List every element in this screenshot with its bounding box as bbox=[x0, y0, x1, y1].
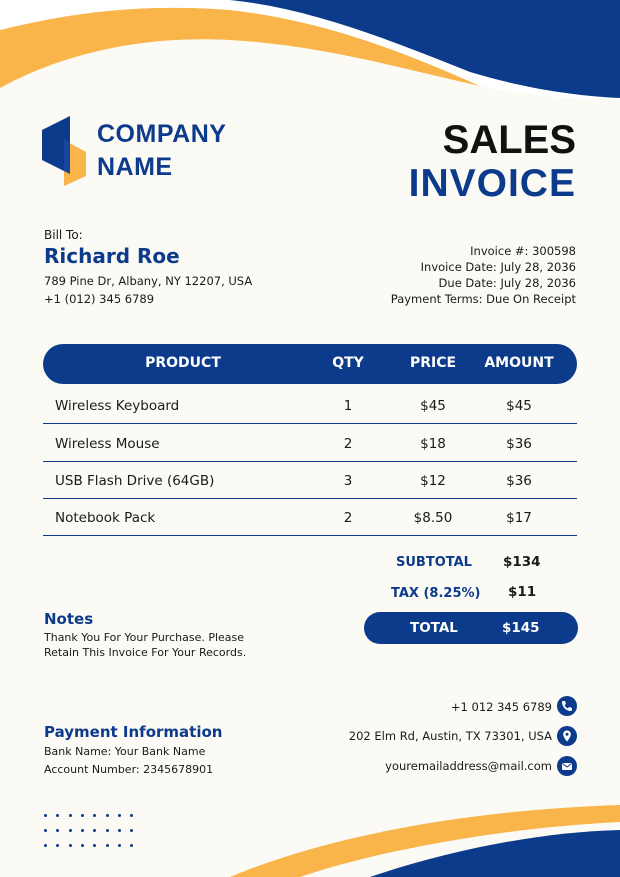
header-price: PRICE bbox=[409, 355, 457, 371]
account-number: Account Number: 2345678901 bbox=[44, 763, 214, 776]
company-name bbox=[97, 118, 297, 184]
invoice-number: Invoice #: 300598 bbox=[470, 244, 576, 258]
header-product: PRODUCT bbox=[145, 355, 221, 371]
location-pin-icon bbox=[557, 726, 577, 746]
customer-name: Richard Roe bbox=[44, 244, 180, 268]
table-row bbox=[43, 461, 577, 499]
notes-title: Notes bbox=[44, 610, 94, 628]
phone-icon bbox=[557, 696, 577, 716]
invoice-meta bbox=[391, 243, 576, 307]
tax-value: $11 bbox=[508, 584, 537, 600]
notes-line1: Thank You For Your Purchase. Please bbox=[44, 631, 245, 644]
header-qty: QTY bbox=[332, 355, 364, 371]
row-amount: $17 bbox=[506, 510, 532, 526]
payment-info-title: Payment Information bbox=[44, 723, 223, 741]
total-bar bbox=[364, 612, 578, 644]
table-row bbox=[43, 424, 577, 462]
row-amount: $45 bbox=[506, 398, 532, 414]
row-price: $45 bbox=[420, 398, 446, 414]
row-product: Wireless Mouse bbox=[55, 436, 160, 452]
notes-line2: Retain This Invoice For Your Records. bbox=[44, 646, 247, 659]
top-wave-decoration bbox=[0, 0, 620, 110]
row-qty: 2 bbox=[343, 510, 353, 526]
company-name-line1: COMPANY bbox=[97, 120, 227, 148]
row-qty: 1 bbox=[343, 398, 353, 414]
table-row bbox=[43, 386, 577, 424]
row-amount: $36 bbox=[506, 436, 532, 452]
contact-email: youremailaddress@mail.com bbox=[385, 759, 552, 773]
row-qty: 2 bbox=[343, 436, 353, 452]
contact-phone: +1 012 345 6789 bbox=[450, 700, 552, 714]
email-icon bbox=[557, 756, 577, 776]
company-name-line2: NAME bbox=[97, 153, 173, 181]
row-product: Notebook Pack bbox=[55, 510, 156, 526]
invoice-date: Invoice Date: July 28, 2036 bbox=[420, 260, 576, 274]
invoice-title-invoice: INVOICE bbox=[408, 162, 576, 205]
due-date: Due Date: July 28, 2036 bbox=[438, 276, 576, 290]
table-row bbox=[43, 498, 577, 536]
row-amount: $36 bbox=[506, 473, 532, 489]
customer-phone: +1 (012) 345 6789 bbox=[44, 292, 155, 306]
row-price: $12 bbox=[420, 473, 446, 489]
contact-address: 202 Elm Rd, Austin, TX 73301, USA bbox=[348, 729, 552, 743]
bank-name: Bank Name: Your Bank Name bbox=[44, 745, 206, 758]
table-header bbox=[43, 344, 577, 384]
hexagon-logo-icon bbox=[42, 116, 88, 188]
subtotal-label: SUBTOTAL bbox=[396, 555, 472, 570]
row-product: USB Flash Drive (64GB) bbox=[55, 473, 215, 489]
header-amount: AMOUNT bbox=[484, 355, 554, 371]
row-price: $8.50 bbox=[413, 510, 453, 526]
subtotal-value: $134 bbox=[503, 554, 541, 570]
row-product: Wireless Keyboard bbox=[55, 398, 180, 414]
customer-address: 789 Pine Dr, Albany, NY 12207, USA bbox=[44, 274, 253, 288]
tax-label: TAX (8.25%) bbox=[391, 586, 481, 601]
payment-terms: Payment Terms: Due On Receipt bbox=[390, 292, 576, 306]
total-label: TOTAL bbox=[410, 620, 458, 636]
invoice-title-sales: SALES bbox=[442, 118, 576, 162]
bill-to-label: Bill To: bbox=[44, 228, 83, 242]
total-value: $145 bbox=[502, 620, 540, 636]
notes-text bbox=[44, 630, 246, 660]
row-price: $18 bbox=[420, 436, 446, 452]
bottom-wave-decoration bbox=[0, 800, 620, 877]
row-qty: 3 bbox=[343, 473, 353, 489]
